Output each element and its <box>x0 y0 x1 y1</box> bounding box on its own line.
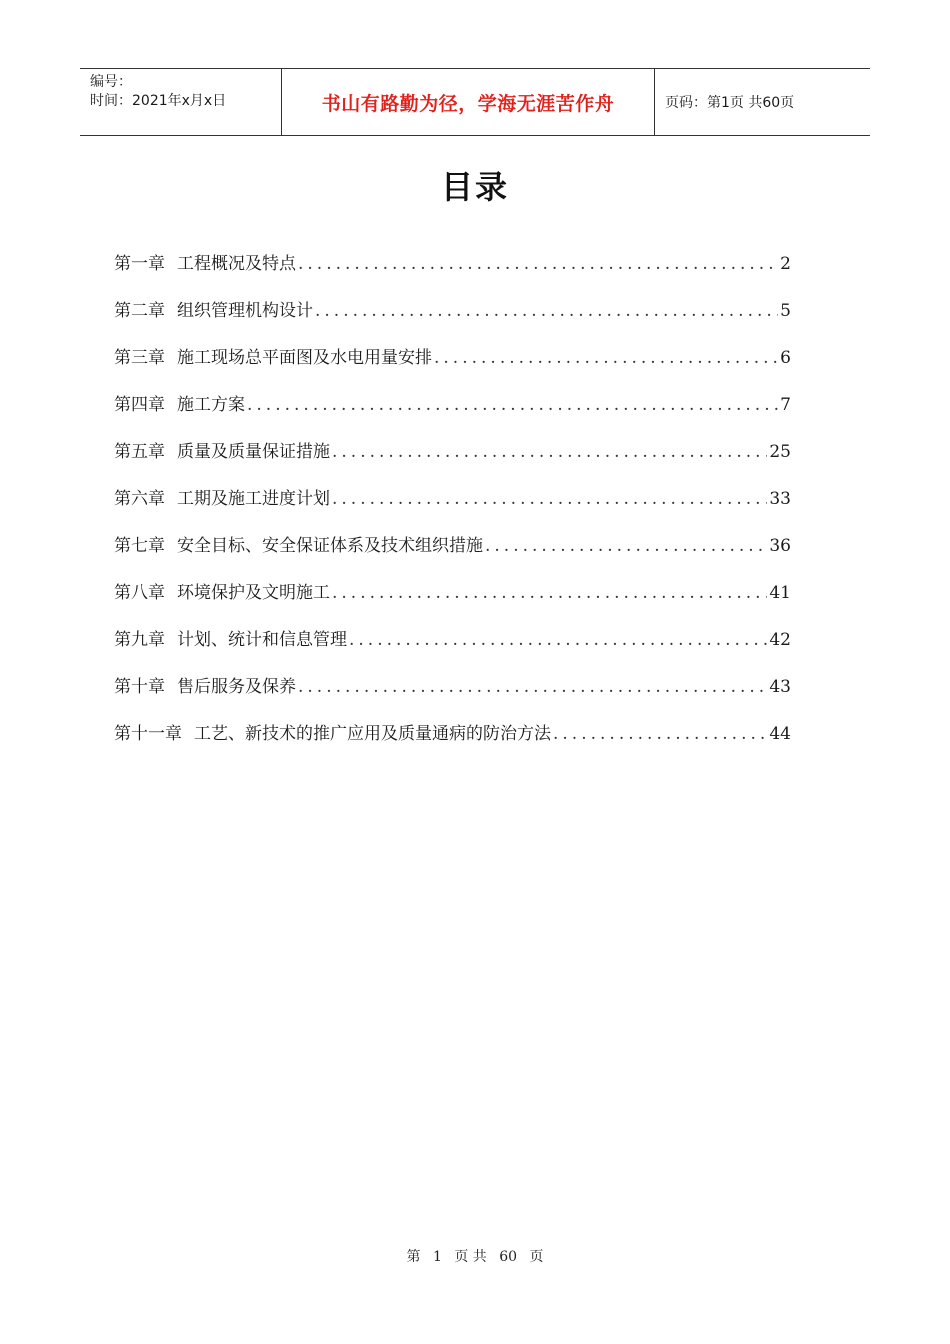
toc-title: 售后服务及保养 <box>177 677 296 697</box>
toc-chapter: 第七章 <box>114 536 165 556</box>
toc-page-number: 2 <box>780 254 791 274</box>
toc-title: 工程概况及特点 <box>177 254 296 274</box>
toc-title: 计划、统计和信息管理 <box>177 630 347 650</box>
toc-title: 质量及质量保证措施 <box>177 442 330 462</box>
document-header <box>80 68 870 136</box>
toc-leader <box>332 579 767 607</box>
toc-entry[interactable] <box>114 720 791 767</box>
document-title: 目录 <box>440 168 509 206</box>
toc-title: 环境保护及文明施工 <box>177 583 330 603</box>
footer-page-current: 1 <box>432 1249 442 1265</box>
toc-chapter: 第九章 <box>114 630 165 650</box>
header-number-label: 编号： <box>90 74 132 90</box>
toc-entry[interactable] <box>114 344 791 391</box>
toc-leader <box>332 485 767 513</box>
toc-title: 施工现场总平面图及水电用量安排 <box>177 348 432 368</box>
toc-chapter: 第二章 <box>114 301 165 321</box>
toc-leader <box>434 344 778 372</box>
toc-entry[interactable] <box>114 438 791 485</box>
toc-entry[interactable] <box>114 391 791 438</box>
footer-page-prefix: 第 <box>406 1249 421 1265</box>
toc-leader <box>298 250 778 278</box>
toc-title: 工艺、新技术的推广应用及质量通病的防治方法 <box>194 724 551 744</box>
toc-entry[interactable] <box>114 250 791 297</box>
toc-page-number: 5 <box>780 301 791 321</box>
footer-page-middle: 页 共 <box>454 1249 487 1265</box>
toc-title: 组织管理机构设计 <box>177 301 313 321</box>
toc-entry[interactable] <box>114 532 791 579</box>
toc-page-number: 42 <box>769 630 791 650</box>
table-of-contents <box>114 250 791 767</box>
toc-title: 安全目标、安全保证体系及技术组织措施 <box>177 536 483 556</box>
toc-page-number: 41 <box>769 583 791 603</box>
page-footer <box>0 1246 950 1266</box>
toc-leader <box>315 297 778 325</box>
toc-title: 工期及施工进度计划 <box>177 489 330 509</box>
toc-leader <box>298 673 767 701</box>
toc-chapter: 第三章 <box>114 348 165 368</box>
toc-chapter: 第四章 <box>114 395 165 415</box>
toc-leader <box>349 626 767 654</box>
toc-chapter: 第六章 <box>114 489 165 509</box>
toc-leader <box>332 438 767 466</box>
footer-page-suffix: 页 <box>529 1249 544 1265</box>
toc-page-number: 33 <box>769 489 791 509</box>
toc-chapter: 第十章 <box>114 677 165 697</box>
toc-entry[interactable] <box>114 485 791 532</box>
toc-entry[interactable] <box>114 579 791 626</box>
toc-page-number: 7 <box>780 395 791 415</box>
toc-entry[interactable] <box>114 297 791 344</box>
header-motto: 书山有路勤为径，学海无涯苦作舟 <box>282 69 655 135</box>
toc-title: 施工方案 <box>177 395 245 415</box>
toc-entry[interactable] <box>114 673 791 720</box>
header-page-info: 页码：第1页 共60页 <box>665 95 795 111</box>
toc-page-number: 6 <box>780 348 791 368</box>
toc-leader <box>485 532 767 560</box>
header-time-label: 时间：2021年x月x日 <box>90 93 227 109</box>
toc-page-number: 36 <box>769 536 791 556</box>
toc-chapter: 第一章 <box>114 254 165 274</box>
toc-chapter: 第八章 <box>114 583 165 603</box>
toc-leader <box>247 391 778 419</box>
footer-page-total: 60 <box>499 1249 518 1265</box>
toc-leader <box>553 720 767 748</box>
toc-chapter: 第十一章 <box>114 724 182 744</box>
toc-chapter: 第五章 <box>114 442 165 462</box>
toc-page-number: 43 <box>769 677 791 697</box>
toc-page-number: 25 <box>769 442 791 462</box>
header-meta <box>80 69 282 135</box>
toc-entry[interactable] <box>114 626 791 673</box>
toc-page-number: 44 <box>769 724 791 744</box>
